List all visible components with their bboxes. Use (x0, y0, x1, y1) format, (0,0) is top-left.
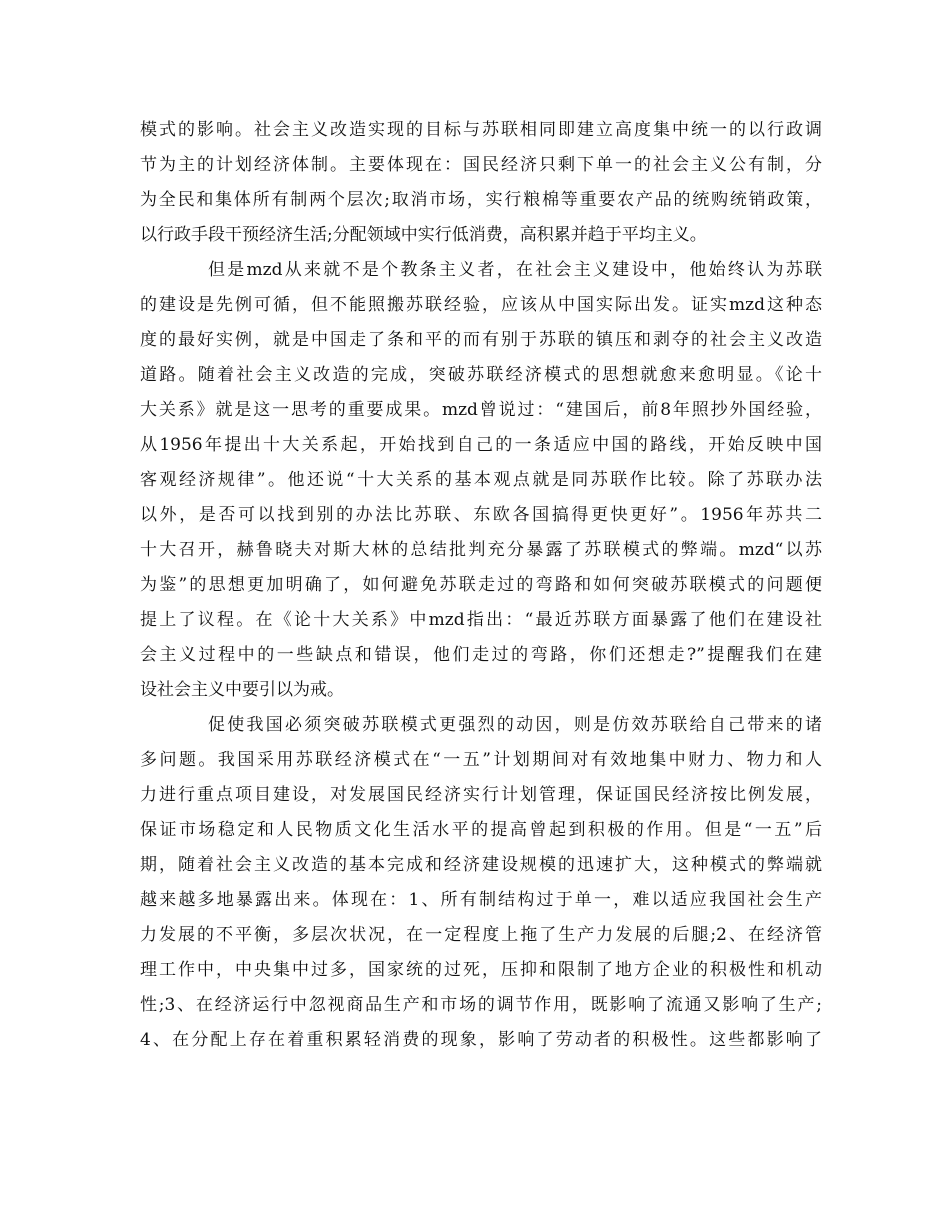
text-line: 设社会主义中要引以为戒。 (140, 680, 344, 700)
paragraph-1 (140, 113, 822, 253)
text-line: 促使我国必须突破苏联模式更强烈的动因，则是仿效苏联给自己带来的诸 (208, 715, 822, 735)
text-line: 客观经济规律”。他还说“十大关系的基本观点就是同苏联作比较。除了苏联办法 (140, 470, 822, 490)
text-line: 4、在分配上存在着重积累轻消费的现象，影响了劳动者的积极性。这些都影响了 (140, 1030, 822, 1050)
text-line: 保证市场稳定和人民物质文化生活水平的提高曾起到积极的作用。但是“一五”后 (140, 820, 822, 840)
text-line: 以外，是否可以找到别的办法比苏联、东欧各国搞得更快更好”。1956年苏共二 (140, 505, 822, 525)
text-line: 从1956年提出十大关系起，开始找到自己的一条适应中国的路线，开始反映中国 (140, 435, 822, 455)
text-line: 度的最好实例，就是中国走了条和平的而有别于苏联的镇压和剥夺的社会主义改造 (140, 330, 822, 350)
text-line: 多问题。我国采用苏联经济模式在“一五”计划期间对有效地集中财力、物力和人 (140, 750, 822, 770)
text-line: 会主义过程中的一些缺点和错误，他们走过的弯路，你们还想走?”提醒我们在建 (140, 645, 822, 665)
paragraph-3 (140, 708, 822, 1058)
paragraph-2 (140, 253, 822, 708)
text-line: 的建设是先例可循，但不能照搬苏联经验，应该从中国实际出发。证实mzd这种态 (140, 295, 822, 315)
text-line: 节为主的计划经济体制。主要体现在：国民经济只剩下单一的社会主义公有制，分 (140, 155, 822, 175)
text-line: 期，随着社会主义改造的基本完成和经济建设规模的迅速扩大，这种模式的弊端就 (140, 855, 822, 875)
text-line: 为鉴”的思想更加明确了，如何避免苏联走过的弯路和如何突破苏联模式的问题便 (140, 575, 822, 595)
text-line: 大关系》就是这一思考的重要成果。mzd曾说过：“建国后，前8年照抄外国经验， (140, 400, 822, 420)
text-line: 模式的影响。社会主义改造实现的目标与苏联相同即建立高度集中统一的以行政调 (140, 120, 822, 140)
text-line: 性;3、在经济运行中忽视商品生产和市场的调节作用，既影响了流通又影响了生产; (140, 995, 822, 1015)
document-body (140, 113, 822, 1058)
text-line: 力进行重点项目建设，对发展国民经济实行计划管理，保证国民经济按比例发展， (140, 785, 822, 805)
text-line: 道路。随着社会主义改造的完成，突破苏联经济模式的思想就愈来愈明显。《论十 (140, 365, 822, 385)
text-line: 但是mzd从来就不是个教条主义者，在社会主义建设中，他始终认为苏联 (208, 260, 822, 280)
text-line: 理工作中，中央集中过多，国家统的过死，压抑和限制了地方企业的积极性和机动 (140, 960, 822, 980)
text-line: 十大召开，赫鲁晓夫对斯大林的总结批判充分暴露了苏联模式的弊端。mzd“以苏 (140, 540, 822, 560)
text-line: 为全民和集体所有制两个层次;取消市场，实行粮棉等重要农产品的统购统销政策， (140, 190, 822, 210)
text-line: 提上了议程。在《论十大关系》中mzd指出：“最近苏联方面暴露了他们在建设社 (140, 610, 822, 630)
text-line: 越来越多地暴露出来。体现在：1、所有制结构过于单一，难以适应我国社会生产 (140, 890, 822, 910)
text-line: 力发展的不平衡，多层次状况，在一定程度上拖了生产力发展的后腿;2、在经济管 (140, 925, 822, 945)
text-line: 以行政手段干预经济生活;分配领域中实行低消费，高积累并趋于平均主义。 (140, 225, 707, 245)
